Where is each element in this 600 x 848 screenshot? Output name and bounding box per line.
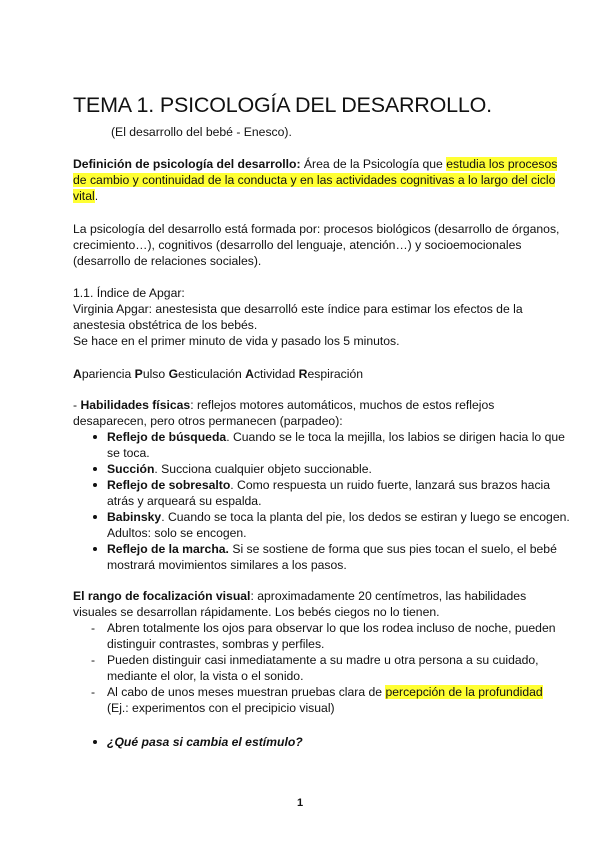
vision-label: El rango de focalización visual	[73, 589, 251, 603]
apgar-heading: 1.1. Índice de Apgar:	[73, 286, 185, 300]
reflex-label: Reflejo de sobresalto	[107, 478, 231, 492]
reflex-label: Babinsky	[107, 510, 162, 524]
reflex-text: . Cuando se toca la planta del pie, los dedos se estiran y luego se encogen. Adultos: solo se encogen.	[107, 510, 570, 540]
acronym-word: ctividad	[253, 367, 299, 381]
vision-text: : aproximadamente 20 centímetros, las habilidades visuales se desarrollan rápidamente. Los bebés ciegos no lo tienen.	[73, 589, 527, 619]
apgar-description: Virginia Apgar: anestesista que desarrolló este índice para estimar los efectos de la anestesia obstétrica de los bebés.	[73, 302, 523, 332]
definition-end: .	[94, 189, 99, 203]
reflex-list	[93, 429, 573, 573]
acronym-initial: P	[134, 367, 143, 381]
reflex-text: Si se sostiene de forma que sus pies tocan el suelo, el bebé mostrará movimientos similares a los pasos.	[107, 542, 557, 572]
list-item	[91, 652, 567, 684]
dash-marker: -	[91, 653, 96, 667]
acronym-initial: A	[245, 367, 254, 381]
subtitle: (El desarrollo del bebé - Enesco).	[111, 125, 292, 139]
definition-highlight: estudia los procesos de cambio y continuidad de la conducta y en las actividades cognitivas a lo largo del ciclo vital	[73, 157, 558, 203]
bullet-icon	[93, 467, 97, 471]
composition-paragraph: La psicología del desarrollo está formada por: procesos biológicos (desarrollo de órganos, crecimiento…), cognitivos (desarrollo del lenguaje, atención…) y socioemocionales (desarrollo de relaciones sociales).	[73, 222, 560, 268]
vision-item-text: (Ej.: experimentos con el precipicio visual)	[107, 701, 335, 715]
page-number: 1	[296, 797, 304, 809]
apgar-acronym	[73, 366, 573, 382]
bullet-icon	[93, 740, 97, 744]
vision-paragraph	[73, 588, 548, 620]
vision-item-text: Al cabo de unos meses muestran pruebas clara de	[107, 685, 386, 699]
reflex-label: Reflejo de la marcha.	[107, 542, 229, 556]
bullet-icon	[93, 547, 97, 551]
acronym-word: espiración	[307, 367, 364, 381]
dash-marker: -	[91, 685, 96, 699]
list-item	[91, 684, 567, 716]
apgar-timing: Se hace en el primer minuto de vida y pasado los 5 minutos.	[73, 334, 400, 348]
vision-item-text: Abren totalmente los ojos para observar lo que los rodea incluso de noche, pueden distinguir contrastes, sombras y perfiles.	[107, 621, 556, 651]
acronym-word: ulso	[142, 367, 169, 381]
list-item	[93, 734, 573, 750]
definition-paragraph	[73, 156, 573, 204]
skills-prefix: -	[73, 398, 81, 412]
question-text: ¿Qué pasa si cambia el estímulo?	[107, 735, 303, 749]
list-item	[91, 620, 567, 652]
reflex-text: . Cuando se le toca la mejilla, los labios se dirigen hacia lo que se toca.	[107, 430, 565, 460]
list-item	[93, 429, 573, 461]
bullet-icon	[93, 515, 97, 519]
bullet-icon	[93, 435, 97, 439]
acronym-word: pariencia	[81, 367, 135, 381]
list-item	[93, 541, 573, 573]
bullet-icon	[93, 483, 97, 487]
vision-item-text: Pueden distinguir casi inmediatamente a su madre u otra persona a su cuidado, mediante el olor, la vista o el sonido.	[107, 653, 539, 683]
skills-paragraph	[73, 397, 543, 429]
list-item	[93, 477, 573, 509]
list-item	[93, 509, 573, 541]
reflex-label: Reflejo de búsqueda	[107, 430, 227, 444]
depth-perception-highlight: percepción de la profundidad	[385, 685, 543, 699]
question-list	[93, 734, 573, 750]
reflex-label: Succión	[107, 462, 155, 476]
skills-label: Habilidades físicas	[80, 398, 191, 412]
reflex-text: . Como respuesta un ruido fuerte, lanzará sus brazos hacia atrás y arqueará su espalda.	[107, 478, 551, 508]
skills-text: : reflejos motores automáticos, muchos de estos reflejos desaparecen, pero otros permanecen (parpadeo):	[73, 398, 495, 428]
vision-list	[91, 620, 567, 716]
acronym-initial: A	[73, 367, 82, 381]
acronym-initial: R	[298, 367, 308, 381]
definition-label: Definición de psicología del desarrollo:	[73, 157, 301, 171]
page-title: TEMA 1. PSICOLOGÍA DEL DESARROLLO.	[73, 93, 492, 117]
definition-text: Área de la Psicología que	[300, 157, 447, 171]
list-item	[93, 461, 573, 477]
acronym-initial: G	[168, 367, 179, 381]
acronym-word: esticulación	[178, 367, 246, 381]
dash-marker: -	[91, 621, 96, 635]
reflex-text: . Succiona cualquier objeto succionable.	[154, 462, 372, 476]
